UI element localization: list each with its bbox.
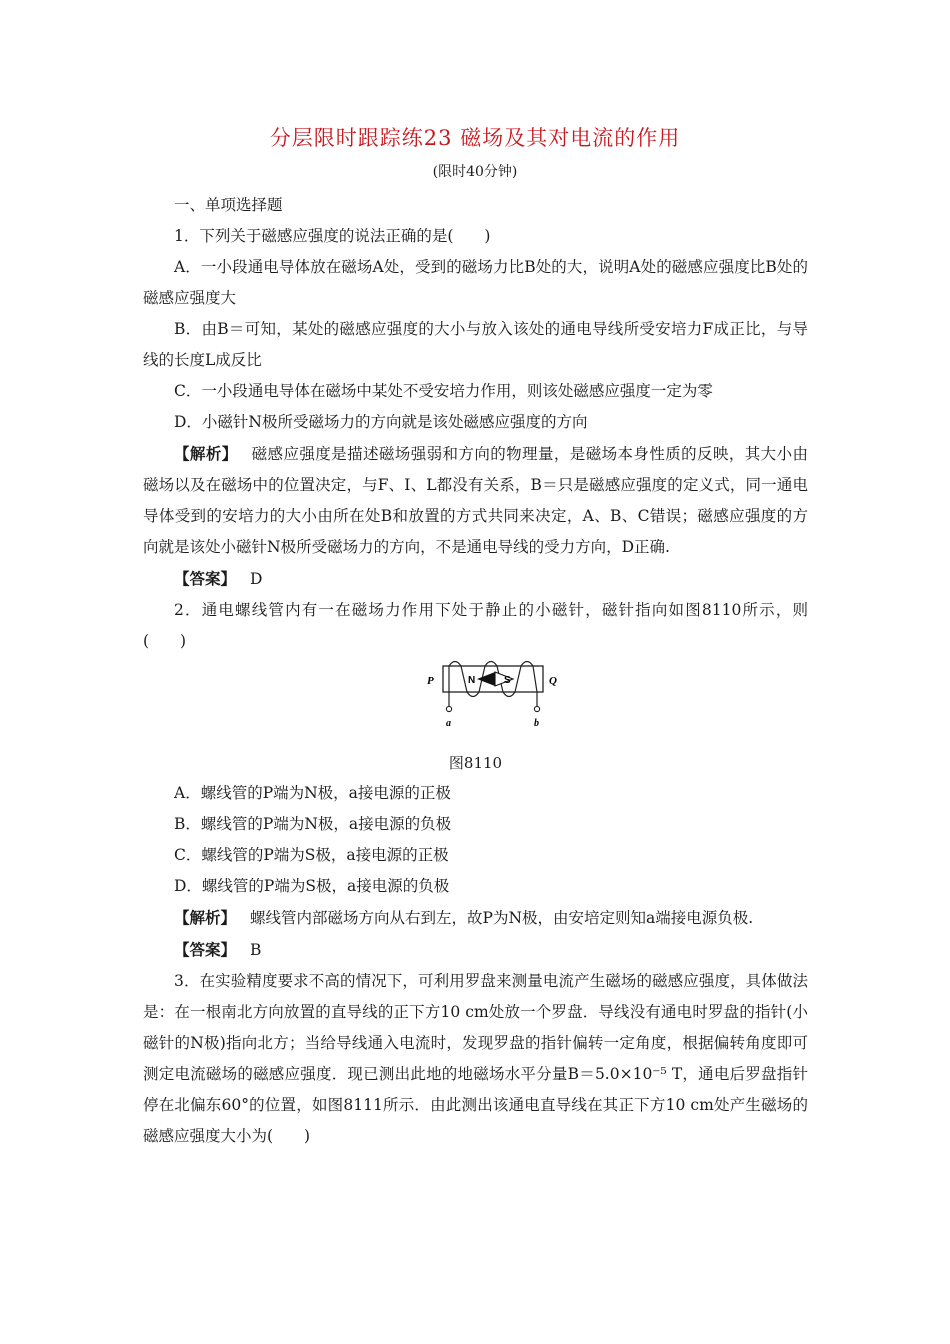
analysis-label: 【解析】 — [174, 444, 238, 463]
needle-n-icon — [477, 672, 495, 686]
terminal-b-icon — [534, 706, 539, 711]
analysis-label: 【解析】 — [174, 908, 237, 927]
question-1-option-b: B．由B＝可知，某处的磁感应强度的大小与放入该处的通电导线所受安培力F成正比，与导线的长度L成反比 — [143, 320, 808, 369]
figure-caption: 图8110 — [448, 754, 503, 772]
question-3-stem: 3．在实验精度要求不高的情况下，可利用罗盘来测量电流产生磁场的磁感应强度，具体做法是：在一根南北方向放置的直导线的正下方10 cm处放一个罗盘．导线没有通电时罗盘的指针(小磁针的N极)指向北方；当给导线通入电流时，发现罗盘的指针偏转一定角度，根据偏转角度即可测定电流磁场的磁感应强度．现已测出此地的地磁场水平分量B＝5.0×10⁻⁵ T，通电后罗盘指针停在北偏东60°的位置，如图8111所示．由此测出该通电直导线在其正下方10 cm处产生磁场的磁感应强度大小为( ) — [143, 972, 808, 1145]
question-2-analysis — [143, 902, 808, 934]
question-1-stem: 1．下列关于磁感应强度的说法正确的是( ) — [174, 227, 491, 245]
analysis-text: 磁感应强度是描述磁场强弱和方向的物理量，是磁场本身性质的反映，其大小由磁场以及在磁场中的位置决定，与F、I、L都没有关系，B＝只是磁感应强度的定义式，同一通电导体受到的安培力的大小由所在处B和放置的方式共同来决定，A、B、C错误；磁感应强度的方向就是该处小磁针N极所受磁场力的方向，不是通电导线的受力方向，D正确. — [143, 445, 808, 556]
terminal-a-icon — [446, 706, 451, 711]
time-limit: (限时40分钟) — [432, 164, 518, 180]
question-2-option-b: B．螺线管的P端为N极，a接电源的负极 — [174, 815, 452, 833]
question-1-analysis — [143, 438, 808, 563]
label-n: N — [468, 675, 476, 686]
question-1-option-c: C．一小段通电导体在磁场中某处不受安培力作用，则该处磁感应强度一定为零 — [174, 382, 713, 400]
page-title: 分层限时跟踪练23 磁场及其对电流的作用 — [269, 126, 681, 150]
answer-text: B — [250, 941, 262, 959]
label-p: P — [427, 675, 434, 687]
solenoid-figure — [143, 660, 808, 748]
answer-text: D — [250, 570, 263, 588]
question-2-answer — [143, 934, 808, 966]
label-s: S — [504, 675, 511, 686]
answer-label: 【答案】 — [174, 940, 237, 959]
question-2-option-d: D．螺线管的P端为S极，a接电源的负极 — [174, 877, 450, 895]
document-body — [143, 190, 808, 1152]
label-q: Q — [549, 675, 557, 687]
question-1-option-a: A．一小段通电导体放在磁场A处，受到的磁场力比B处的大，说明A处的磁感应强度比B处的磁感应强度大 — [143, 258, 808, 307]
question-2-stem: 2．通电螺线管内有一在磁场力作用下处于静止的小磁针，磁针指向如图8110所示，则( ) — [143, 601, 808, 650]
label-b: b — [534, 718, 539, 729]
question-2-option-a: A．螺线管的P端为N极，a接电源的正极 — [174, 784, 451, 802]
question-1-option-d: D．小磁针N极所受磁场力的方向就是该处磁感应强度的方向 — [174, 413, 588, 431]
label-a: a — [446, 718, 451, 729]
section-heading: 一、单项选择题 — [174, 196, 283, 214]
question-1-answer — [143, 563, 808, 595]
solenoid-diagram — [421, 660, 561, 744]
question-2-option-c: C．螺线管的P端为S极，a接电源的正极 — [174, 846, 449, 864]
analysis-text: 螺线管内部磁场方向从右到左，故P为N极，由安培定则知a端接电源负极. — [250, 909, 754, 927]
answer-label: 【答案】 — [174, 569, 237, 588]
